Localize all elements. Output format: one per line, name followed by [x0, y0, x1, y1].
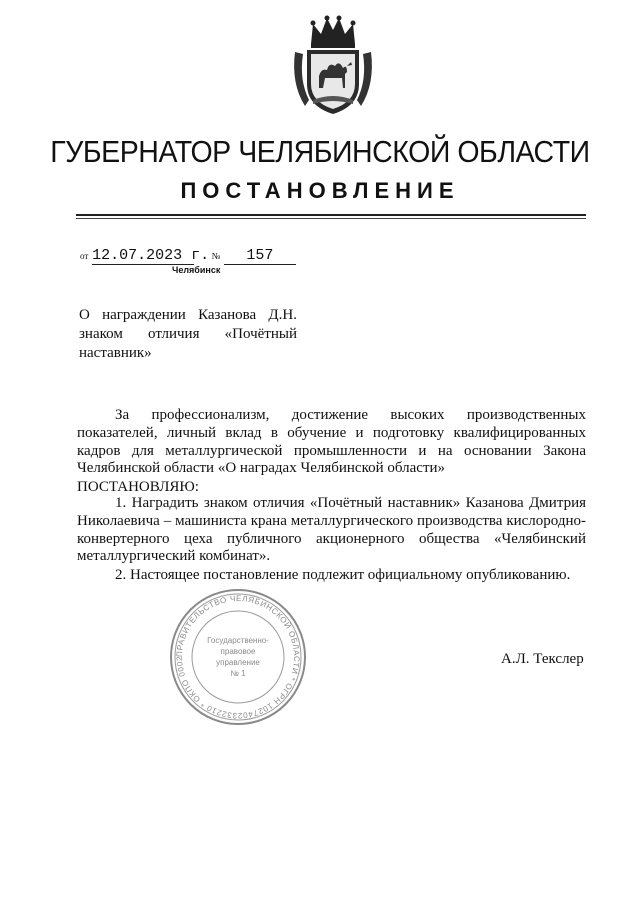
header-rule-thin [76, 218, 586, 219]
number-prefix: № [211, 251, 221, 261]
stamp-center-line: управление [216, 658, 260, 667]
stamp-ring-text: ПРАВИТЕЛЬСТВО ЧЕЛЯБИНСКОЙ ОБЛАСТИ * ОГРН 1027402332210 * ОКПО 0002 [174, 593, 302, 721]
decree-item-1: 1. Наградить знаком отличия «Почётный наставник» Казанова Дмитрия Николаевича – машиниста крана металлургического производства кислородно-конвертерного цеха публичного акционерного общества «Челябинский металлургический комбинат». [77, 495, 586, 565]
date-number-row [80, 247, 296, 265]
subject-line: знаком отличия «Почётный [79, 326, 297, 342]
preamble-paragraph: За профессионализм, достижение высоких производственных показателей, личный вклад в обучение и подготовку квалифицированных кадров для металлургической промышленности и на основании Закона Челябинской области «О наградах Челябинской области» [77, 407, 586, 477]
document-date: 12.07.2023 г. [92, 247, 210, 264]
subject-block [79, 306, 297, 363]
stamp-center-line: правовое [220, 647, 256, 656]
signatory-name: А.Л. Текслер [501, 651, 584, 667]
stamp-center-line: № 1 [230, 669, 246, 678]
city: Челябинск [172, 265, 221, 275]
coat-of-arms-icon [291, 14, 375, 118]
header-rule [76, 214, 586, 216]
document-number: 157 [224, 247, 296, 265]
decree-item-2: 2. Настоящее постановление подлежит официальному опубликованию. [115, 567, 571, 583]
subject-line: наставник» [79, 345, 152, 361]
official-stamp [168, 587, 308, 727]
issuer-title: ГУБЕРНАТОР ЧЕЛЯБИНСКОЙ ОБЛАСТИ [50, 134, 590, 169]
date-prefix: от [80, 251, 89, 261]
stamp-center-line: Государственно- [207, 636, 269, 645]
decree-word: ПОСТАНОВЛЯЮ: [77, 479, 199, 495]
subject-line: О награждении Казанова Д.Н. [79, 307, 297, 323]
document-type: ПОСТАНОВЛЕНИЕ [180, 178, 460, 203]
